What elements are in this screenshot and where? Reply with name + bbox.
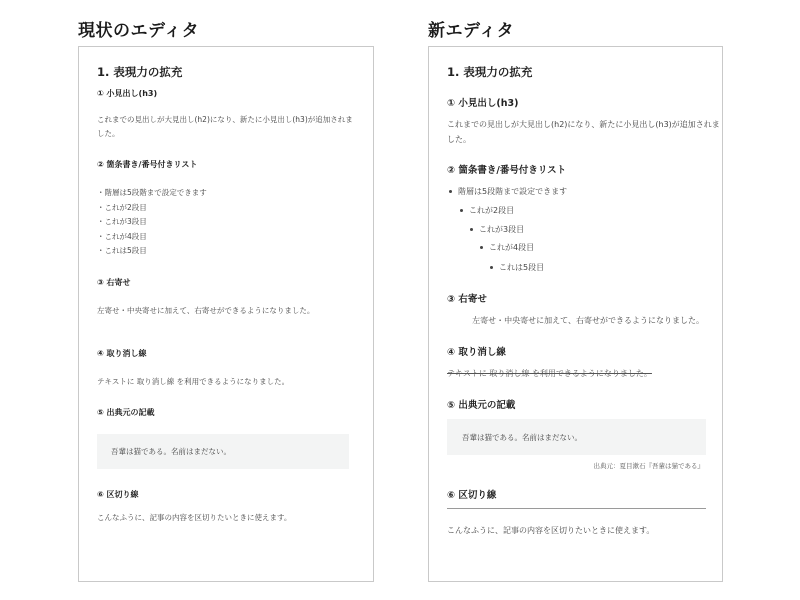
article-title: 1. 表現力の拡充 (447, 65, 533, 79)
section-label-list: ② 箇条書き/番号付きリスト (447, 165, 567, 176)
strike-text: テキストに 取り消し線 を利用できるようになりました。 (97, 377, 290, 386)
subheading-text-line2: した。 (97, 129, 120, 138)
section-label-list: ② 箇条書き/番号付きリスト (97, 160, 198, 169)
quote-text: 吾輩は猫である。名前はまだない。 (111, 447, 231, 456)
quote-text: 吾輩は猫である。名前はまだない。 (462, 433, 582, 442)
list-item: これが3段目 (470, 222, 524, 237)
list-item: ・階層は5段階まで設定できます (97, 188, 207, 197)
list-item: ・これが3段目 (97, 217, 147, 226)
subheading-text-line1: これまでの見出しが大見出し(h2)になり、新たに小見出し(h3)が追加されま (447, 120, 720, 129)
subheading-text-line2: した。 (447, 135, 471, 144)
section-label-quote: ⑤ 出典元の記載 (97, 408, 155, 417)
list-item: これは5段目 (490, 260, 544, 275)
section-label-align: ③ 右寄せ (447, 294, 487, 305)
horizontal-divider (447, 508, 706, 509)
article-title: 1. 表現力の拡充 (97, 65, 183, 79)
divider-text: こんなふうに、記事の内容を区切りたいときに使えます。 (97, 513, 292, 522)
blockquote (447, 419, 706, 455)
section-label-divider: ⑥ 区切り線 (447, 490, 497, 501)
bullet-dot-icon (470, 228, 473, 231)
section-label-strike: ④ 取り消し線 (97, 349, 147, 358)
blockquote (97, 434, 349, 469)
section-label-subheading: ① 小見出し(h3) (447, 98, 519, 109)
current-editor-heading: 現状のエディタ (78, 21, 200, 41)
section-label-align: ③ 右寄せ (97, 278, 131, 287)
list-item: ・これが4段目 (97, 232, 147, 241)
bullet-dot-icon (449, 190, 452, 193)
subheading-text-line1: これまでの見出しが大見出し(h2)になり、新たに小見出し(h3)が追加されま (97, 115, 353, 124)
list-item: ・これは5段目 (97, 246, 147, 255)
divider-text: こんなふうに、記事の内容を区切りたいときに使えます。 (447, 526, 655, 535)
current-editor-panel (78, 46, 374, 582)
section-label-subheading: ① 小見出し(h3) (97, 89, 158, 98)
list-item: これが4段目 (480, 240, 534, 255)
align-text: 左寄せ・中央寄せに加えて、右寄せができるようになりました。 (97, 306, 315, 315)
section-label-divider: ⑥ 区切り線 (97, 490, 139, 499)
new-editor-heading: 新エディタ (428, 21, 515, 41)
list-item: 階層は5段階まで設定できます (449, 184, 567, 199)
new-editor-panel (428, 46, 723, 582)
list-item: ・これが2段目 (97, 203, 147, 212)
section-label-strike: ④ 取り消し線 (447, 347, 506, 358)
bullet-dot-icon (480, 246, 483, 249)
list-item: これが2段目 (460, 203, 514, 218)
bullet-dot-icon (460, 209, 463, 212)
strike-text: テキストに 取り消し線 を利用できるようになりました。 (447, 369, 652, 378)
bullet-dot-icon (490, 266, 493, 269)
align-text-right: 左寄せ・中央寄せに加えて、右寄せができるようになりました。 (472, 316, 704, 325)
section-label-quote: ⑤ 出典元の記載 (447, 400, 516, 411)
quote-citation: 出典元：夏目漱石『吾輩は猫である』 (593, 462, 704, 470)
